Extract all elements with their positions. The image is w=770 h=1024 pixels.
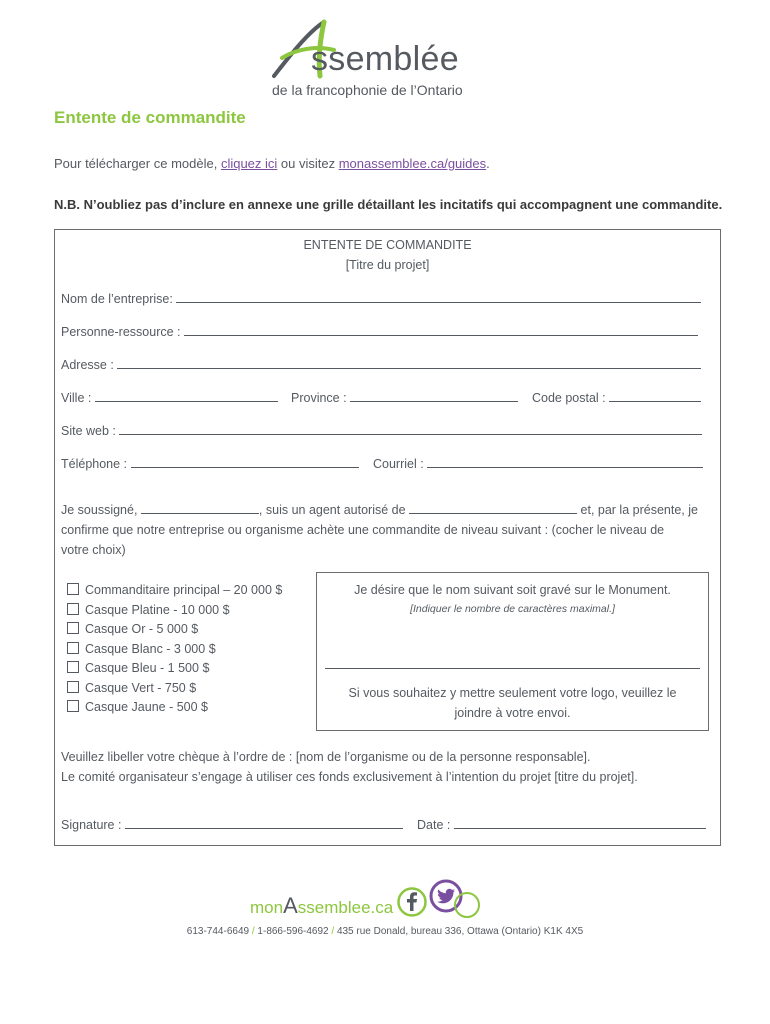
contact-line[interactable]: [184, 324, 698, 336]
province-field[interactable]: [291, 390, 518, 405]
footer-wordmark: [250, 893, 393, 919]
phone-label: Téléphone :: [61, 457, 128, 471]
company-label: Nom de l’entreprise:: [61, 292, 173, 306]
footer-logo-prefix: mon: [250, 898, 284, 917]
level-option[interactable]: [67, 620, 282, 640]
footer-logo-a-icon: A: [283, 893, 298, 918]
city-label: Ville :: [61, 391, 92, 405]
postal-label: Code postal :: [532, 391, 606, 405]
address-label: Adresse :: [61, 358, 114, 372]
footer-separator: /: [331, 926, 335, 937]
declaration-part-a: Je soussigné,: [61, 503, 138, 517]
sponsorship-form: [54, 229, 721, 846]
level-option[interactable]: [67, 640, 282, 660]
footer-separator: /: [251, 926, 255, 937]
level-label: Casque Or - 5 000 $: [85, 622, 199, 636]
level-option[interactable]: [67, 679, 282, 699]
monument-hint: [Indiquer le nombre de caractères maximal.]: [410, 603, 615, 615]
checkbox-icon[interactable]: [67, 642, 79, 654]
footer-logo-word: ssemblee.ca: [297, 898, 394, 917]
postal-line[interactable]: [609, 390, 701, 402]
email-field[interactable]: [373, 456, 703, 471]
declaration-text: [61, 500, 717, 560]
date-field[interactable]: [417, 817, 706, 832]
phone-line[interactable]: [131, 456, 359, 468]
signature-label: Signature :: [61, 818, 122, 832]
declaration-part-c: et, par la présente, je: [580, 503, 698, 517]
address-field[interactable]: [61, 357, 701, 372]
footer-contact: [0, 926, 770, 937]
assemblee-logo: [268, 18, 498, 104]
signature-line[interactable]: [125, 817, 403, 829]
province-line[interactable]: [350, 390, 518, 402]
company-line[interactable]: [176, 291, 701, 303]
date-line[interactable]: [454, 817, 706, 829]
level-option[interactable]: [67, 581, 282, 601]
organization-line[interactable]: [409, 502, 577, 514]
form-subheading: [Titre du projet]: [345, 258, 430, 272]
level-option[interactable]: [67, 601, 282, 621]
level-label: Casque Vert - 750 $: [85, 680, 197, 695]
signature-field[interactable]: [61, 817, 403, 832]
sponsorship-levels: [67, 581, 282, 718]
website-line[interactable]: [119, 423, 702, 435]
province-label: Province :: [291, 391, 347, 405]
footer-address: 435 rue Donald, bureau 336, Ottawa (Ontario) K1K 4X5: [336, 926, 584, 937]
facebook-icon[interactable]: [396, 886, 428, 918]
committee-line: Le comité organisateur s’engage à utiliser ces fonds exclusivement à l’intention du projet [titre du projet].: [61, 770, 638, 784]
monument-note: Si vous souhaitez y mettre seulement votre logo, veuillez le joindre à votre envoi.: [348, 686, 677, 720]
website-field[interactable]: [61, 423, 702, 438]
level-option[interactable]: [67, 698, 282, 718]
level-label: Casque Bleu - 1 500 $: [85, 661, 210, 675]
monument-box: [316, 572, 709, 731]
contact-label: Personne-ressource :: [61, 325, 181, 339]
email-label: Courriel :: [373, 457, 424, 471]
monument-title: Je désire que le nom suivant soit gravé sur le Monument.: [354, 583, 671, 597]
social-ring-icon: [450, 890, 484, 920]
checkbox-icon[interactable]: [67, 622, 79, 634]
level-label: Casque Blanc - 3 000 $: [85, 641, 216, 656]
intro-middle: ou visitez: [277, 156, 339, 171]
checkbox-icon[interactable]: [67, 603, 79, 615]
city-line[interactable]: [95, 390, 278, 402]
checkbox-icon[interactable]: [67, 661, 79, 673]
date-label: Date :: [417, 818, 451, 832]
declaration-line-3: votre choix): [61, 543, 126, 557]
footer-phone-1: 613-744-6649: [186, 926, 250, 937]
monument-name-line[interactable]: [325, 668, 700, 669]
download-link[interactable]: cliquez ici: [220, 156, 278, 171]
intro-prefix: Pour télécharger ce modèle,: [54, 156, 221, 171]
website-label: Site web :: [61, 424, 116, 438]
level-option[interactable]: [67, 659, 282, 679]
contact-field[interactable]: [61, 324, 698, 339]
level-label: Commanditaire principal – 20 000 $: [85, 583, 283, 597]
nb-note: N.B. N’oubliez pas d’inclure en annexe une grille détaillant les incitatifs qui accompagnent une commandite.: [54, 197, 723, 212]
level-label: Casque Platine - 10 000 $: [85, 602, 230, 617]
intro-text: [54, 156, 490, 171]
phone-field[interactable]: [61, 456, 359, 471]
cheque-line: Veuillez libeller votre chèque à l’ordre de : [nom de l’organisme ou de la personne responsable].: [61, 750, 591, 764]
intro-suffix: .: [486, 156, 490, 171]
address-line[interactable]: [117, 357, 701, 369]
declaration-part-b: , suis un agent autorisé de: [258, 503, 406, 517]
checkbox-icon[interactable]: [67, 583, 79, 595]
city-field[interactable]: [61, 390, 278, 405]
payment-text: [61, 747, 717, 787]
form-heading: ENTENTE DE COMMANDITE: [303, 238, 472, 252]
company-field[interactable]: [61, 291, 701, 306]
postal-field[interactable]: [532, 390, 701, 405]
level-label: Casque Jaune - 500 $: [85, 700, 209, 714]
email-line[interactable]: [427, 456, 703, 468]
logo-wordmark: ssemblée: [311, 40, 459, 78]
guides-link[interactable]: monassemblee.ca/guides: [338, 156, 487, 171]
footer-phone-2: 1-866-596-4692: [257, 926, 329, 937]
declaration-line-2: confirme que notre entreprise ou organisme achète une commandite de niveau suivant : (cocher le niveau de: [61, 523, 665, 537]
logo-subtitle: de la francophonie de l’Ontario: [272, 82, 463, 98]
page-title: Entente de commandite: [54, 108, 246, 127]
signatory-line[interactable]: [141, 502, 259, 514]
checkbox-icon[interactable]: [67, 700, 79, 712]
checkbox-icon[interactable]: [67, 681, 79, 693]
monassemblee-logo: [250, 878, 490, 928]
